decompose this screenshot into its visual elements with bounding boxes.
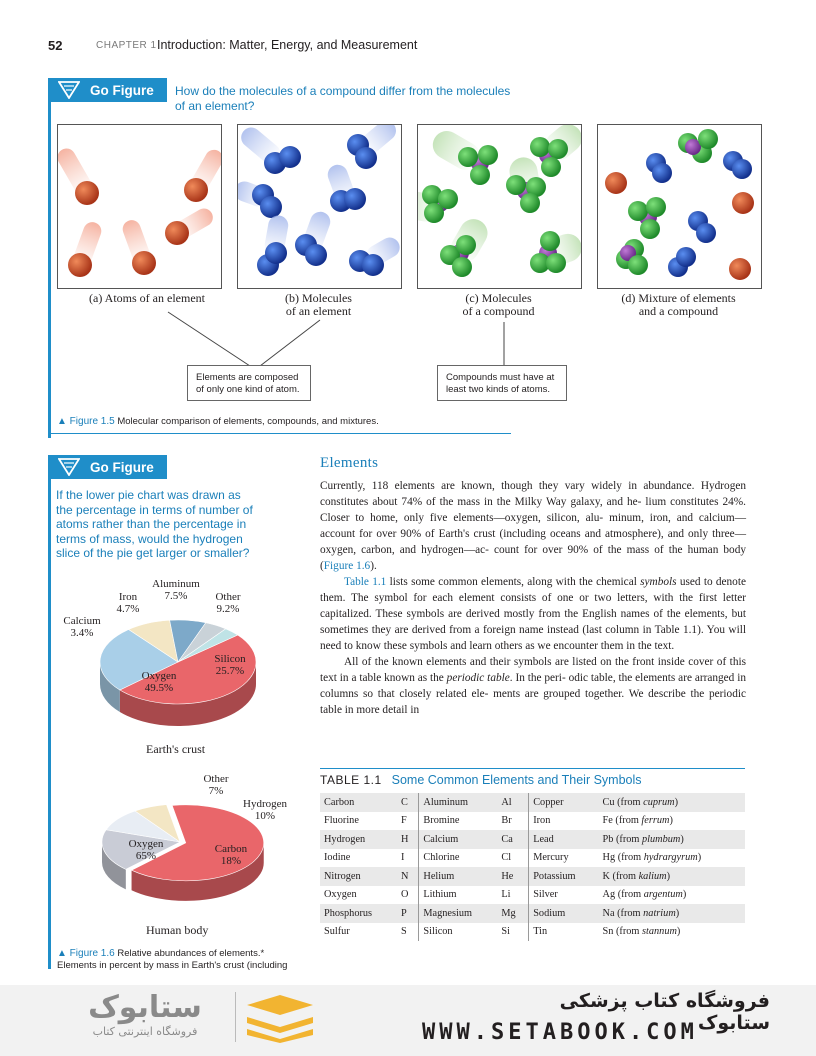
element-symbol: Cl bbox=[501, 852, 512, 864]
element-name: Magnesium bbox=[419, 904, 497, 923]
element-symbol: O bbox=[401, 889, 409, 901]
element-symbol: C bbox=[397, 793, 419, 812]
element-name: Mercury bbox=[529, 849, 599, 868]
element-symbol-origin: Fe (from ferrum) bbox=[602, 815, 673, 827]
element-symbol-origin: Ag (from argentum) bbox=[602, 889, 687, 901]
table-row bbox=[320, 867, 745, 886]
element-symbol-origin: Sn (from stannum) bbox=[602, 926, 681, 938]
pie-earth-label-iron: Iron 4.7% bbox=[116, 591, 140, 615]
element-name: Carbon bbox=[320, 793, 397, 812]
element-symbol: P bbox=[397, 904, 419, 923]
element-name: Silicon bbox=[419, 923, 497, 942]
element-symbol: N bbox=[397, 867, 419, 886]
chapter-title: Introduction: Matter, Energy, and Measurement bbox=[157, 38, 418, 52]
element-name: Silver bbox=[529, 886, 599, 905]
panel-d-caption: (d) Mixture of elements and a compound bbox=[621, 291, 736, 318]
element-name: Aluminum bbox=[419, 793, 497, 812]
table-row bbox=[320, 793, 745, 812]
pie-body-label-oxygen: Oxygen 65% bbox=[128, 838, 164, 862]
pie-earth-title: Earth's crust bbox=[146, 742, 206, 756]
elements-body-text bbox=[320, 478, 746, 718]
figure-1-6-link[interactable]: Figure 1.6 bbox=[323, 560, 371, 572]
table-row bbox=[320, 923, 745, 942]
pie-body-title: Human body bbox=[146, 923, 209, 937]
paragraph-3: All of the known elements and their symbols are listed on the front inside cover of this text in a table known as the periodic table. In the peri- odic table, the elements are arranged in columns so that closely related ele- ments are grouped together. We describe the periodic table in more detail in bbox=[320, 656, 747, 716]
section-heading-elements: Elements bbox=[320, 455, 379, 471]
element-name: Iodine bbox=[324, 852, 351, 864]
element-symbol: Si bbox=[501, 926, 510, 938]
go-figure-question: How do the molecules of a compound differ from the molecules of an element? bbox=[175, 84, 511, 113]
chapter-label: CHAPTER 1 bbox=[96, 40, 157, 51]
figure-1-6-caption: ▲ Figure 1.6 Relative abundances of elements.* Elements in percent by mass in Earth's crust (including bbox=[57, 948, 288, 971]
element-name: Calcium bbox=[419, 830, 497, 849]
table-row bbox=[320, 830, 745, 849]
go-figure-label: Go Figure bbox=[90, 459, 154, 475]
pie-earth-label-silicon: Silicon 25.7% bbox=[214, 653, 246, 677]
element-symbol: Li bbox=[501, 889, 511, 901]
pie-earth-label-oxygen: Oxygen 49.5% bbox=[141, 670, 177, 694]
element-name: Potassium bbox=[529, 867, 599, 886]
element-symbol-origin: Hg (from hydrargyrum) bbox=[602, 852, 702, 864]
table-row bbox=[320, 812, 745, 831]
figure-rule-2 bbox=[48, 479, 51, 969]
element-symbol-origin: Cu (from cuprum) bbox=[599, 793, 745, 812]
paragraph-2: Table 1.1 lists some common elements, along with the chemical symbols used to denote them. The symbol for each element consists of one or two letters, with the first letter capitalized. These symbols are derived mostly from the English names of the elements, but sometimes they are derived from a foreign name instead (last column in Table 1.1). You will need to know these symbols and learn others as we encounter them in the text. bbox=[320, 576, 747, 652]
element-symbol: Ca bbox=[497, 830, 528, 849]
element-symbol-origin: Na (from natrium) bbox=[599, 904, 745, 923]
element-name: Iron bbox=[529, 812, 599, 831]
element-name: Nitrogen bbox=[320, 867, 397, 886]
pie-body-label-other: Other 7% bbox=[203, 773, 229, 797]
watermark-url: WWW.SETABOOK.COM bbox=[422, 1020, 698, 1045]
go-figure-question-2: If the lower pie chart was drawn as the percentage in terms of number of atoms rather than the percentage in terms of mass, would the hydrogen slice of the pie get larger or smaller? bbox=[56, 488, 253, 560]
element-name: Sulfur bbox=[324, 926, 350, 938]
element-name: Lithium bbox=[419, 886, 497, 905]
go-figure-label: Go Figure bbox=[90, 82, 154, 98]
table-1-1-link[interactable]: Table 1.1 bbox=[344, 576, 387, 588]
element-symbol: H bbox=[397, 830, 419, 849]
element-name: Lead bbox=[529, 830, 599, 849]
element-symbol: He bbox=[497, 867, 528, 886]
element-name: Hydrogen bbox=[320, 830, 397, 849]
elements-table bbox=[320, 793, 745, 941]
element-name: Copper bbox=[529, 793, 599, 812]
element-name: Bromine bbox=[419, 812, 497, 831]
element-symbol: Mg bbox=[497, 904, 528, 923]
pie-body-label-hydrogen: Hydrogen 10% bbox=[243, 798, 287, 822]
logo-subtitle: فروشگاه اینترنتی کتاب bbox=[92, 1025, 198, 1038]
element-name: Tin bbox=[529, 923, 599, 942]
panel-a-caption: (a) Atoms of an element bbox=[89, 291, 205, 305]
logo-wordmark: ستابوک bbox=[88, 990, 202, 1025]
element-name: Helium bbox=[419, 867, 497, 886]
element-name: Chlorine bbox=[419, 849, 497, 868]
element-symbol: F bbox=[401, 815, 407, 827]
go-figure-icon bbox=[58, 458, 80, 476]
page-number: 52 bbox=[48, 38, 63, 53]
table-row bbox=[320, 904, 745, 923]
pie-earth-label-calcium: Calcium 3.4% bbox=[63, 615, 101, 639]
element-symbol-origin: Pb (from plumbum) bbox=[599, 830, 745, 849]
callout-compounds: Compounds must have at least two kinds of atoms. bbox=[437, 365, 567, 401]
element-symbol: Al bbox=[497, 793, 528, 812]
pie-body-label-carbon: Carbon 18% bbox=[214, 843, 248, 867]
watermark-store-name: فروشگاه کتاب پزشکی ستابوک bbox=[559, 990, 770, 1034]
element-name: Phosphorus bbox=[320, 904, 397, 923]
element-symbol: Br bbox=[501, 815, 512, 827]
element-name: Fluorine bbox=[324, 815, 359, 827]
table-row bbox=[320, 849, 745, 868]
panel-c-caption: (c) Molecules of a compound bbox=[462, 291, 535, 318]
callout-leader-lines bbox=[0, 0, 816, 440]
table-top-rule bbox=[320, 768, 745, 769]
panel-b-caption: (b) Molecules of an element bbox=[285, 291, 352, 318]
element-symbol-origin: K (from kalium) bbox=[599, 867, 745, 886]
element-symbol: I bbox=[401, 852, 405, 864]
paragraph-1: Currently, 118 elements are known, though they vary widely in abundance. Hydrogen constitutes about 74% of the mass in the Milky Way galaxy, and he- lium constitutes 24%. Closer to home, only five elements—oxygen, silicon, alu- minum, iron, and calcium—account for over 90% of Earth's crust (including oceans and atmosphere), and only three—oxygen, carbon, and hydrogen—ac- count for over 90% of the mass of the human body (Figure 1.6). bbox=[320, 480, 747, 572]
element-name: Oxygen bbox=[324, 889, 357, 901]
logo-divider bbox=[235, 992, 236, 1042]
element-symbol: S bbox=[401, 926, 407, 938]
figure-1-5-caption: ▲ Figure 1.5 Molecular comparison of elements, compounds, and mixtures. bbox=[57, 416, 379, 427]
table-row bbox=[320, 886, 745, 905]
callout-elements: Elements are composed of only one kind of atom. bbox=[187, 365, 311, 401]
pie-earth-label-aluminum: Aluminum 7.5% bbox=[152, 578, 200, 602]
table-title: TABLE 1.1 Some Common Elements and Their Symbols bbox=[320, 773, 642, 787]
go-figure-tab-2 bbox=[48, 455, 167, 479]
element-name: Sodium bbox=[529, 904, 599, 923]
book-stack-icon bbox=[245, 995, 315, 1043]
pie-earth-label-other: Other 9.2% bbox=[215, 591, 241, 615]
watermark-logo bbox=[60, 990, 230, 1038]
